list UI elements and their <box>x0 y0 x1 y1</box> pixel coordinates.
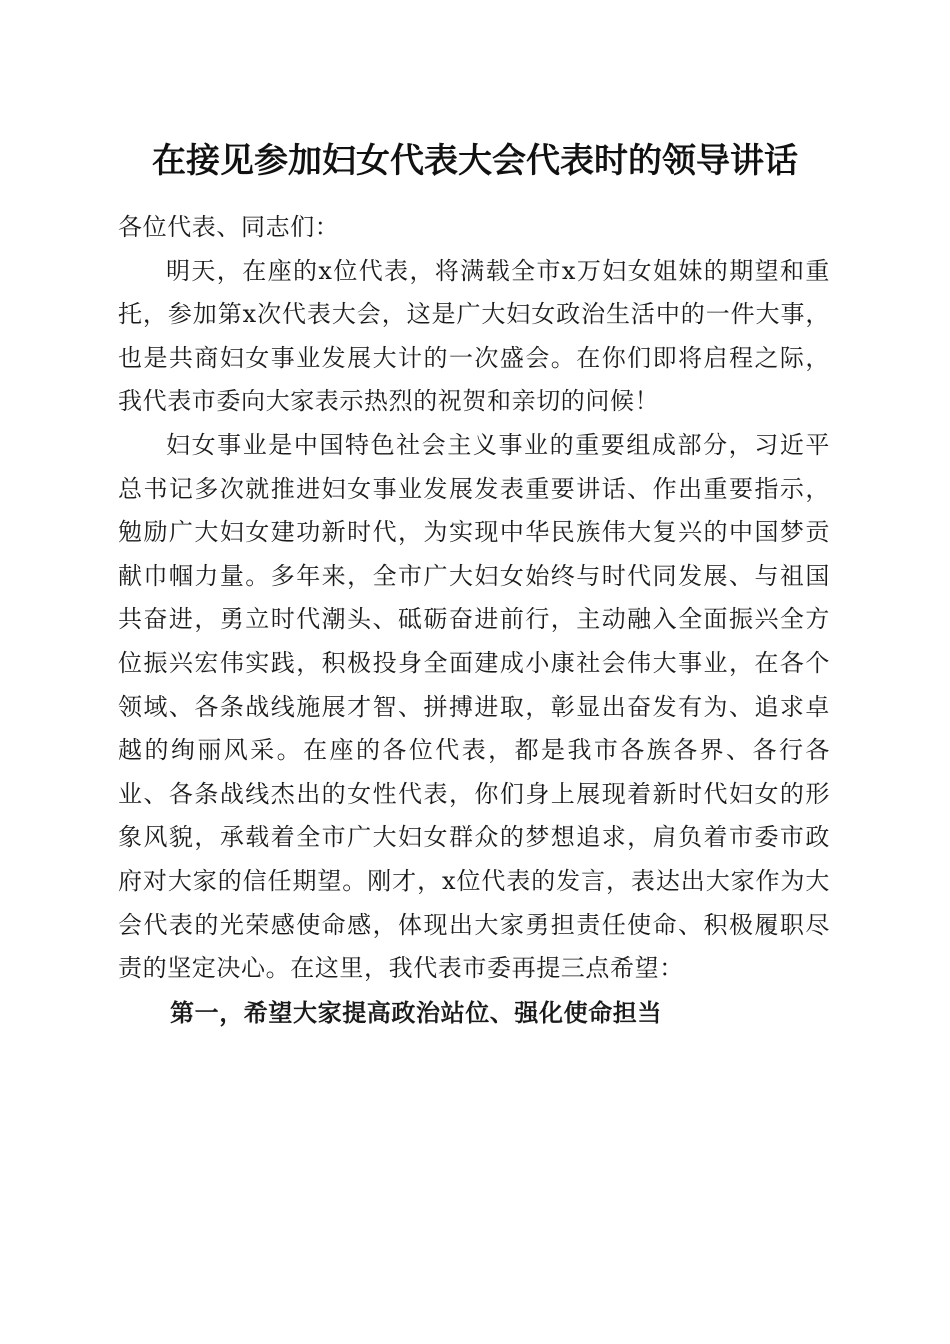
document-title: 在接见参加妇女代表大会代表时的领导讲话 <box>152 141 798 181</box>
section-heading: 第一，希望大家提高政治站位、强化使命担当 <box>170 997 662 1027</box>
paragraph-2: 妇女事业是中国特色社会主义事业的重要组成部分，习近平总书记多次就推进妇女事业发展发表重要讲话、作出重要指示，勉励广大妇女建功新时代，为实现中华民族伟大复兴的中国梦贡献巾帼力量。多年来，全市广大妇女始终与时代同发展、与祖国共奋进，勇立时代潮头、砥砺奋进前行，主动融入全面振兴全方位振兴宏伟实践，积极投身全面建成小康社会伟大事业，在各个领域、各条战线施展才智、拼搏进取，彰显出奋发有为、追求卓越的绚丽风采。在座的各位代表，都是我市各族各界、各行各业、各条战线杰出的女性代表，你们身上展现着新时代妇女的形象风貌，承载着全市广大妇女群众的梦想追求，肩负着市委市政府对大家的信任期望。刚才，x位代表的发言，表达出大家作为大会代表的光荣感使命感，体现出大家勇担责任使命、积极履职尽责的坚定决心。在这里，我代表市委再提三点希望： <box>118 430 830 983</box>
salutation: 各位代表、同志们： <box>118 213 340 241</box>
document-body <box>118 206 830 1034</box>
paragraph-1: 明天，在座的x位代表，将满载全市x万妇女姐妹的期望和重托，参加第x次代表大会，这是广大妇女政治生活中的一件大事，也是共商妇女事业发展大计的一次盛会。在你们即将启程之际，我代表市委向大家表示热烈的祝贺和亲切的问候！ <box>118 256 830 416</box>
